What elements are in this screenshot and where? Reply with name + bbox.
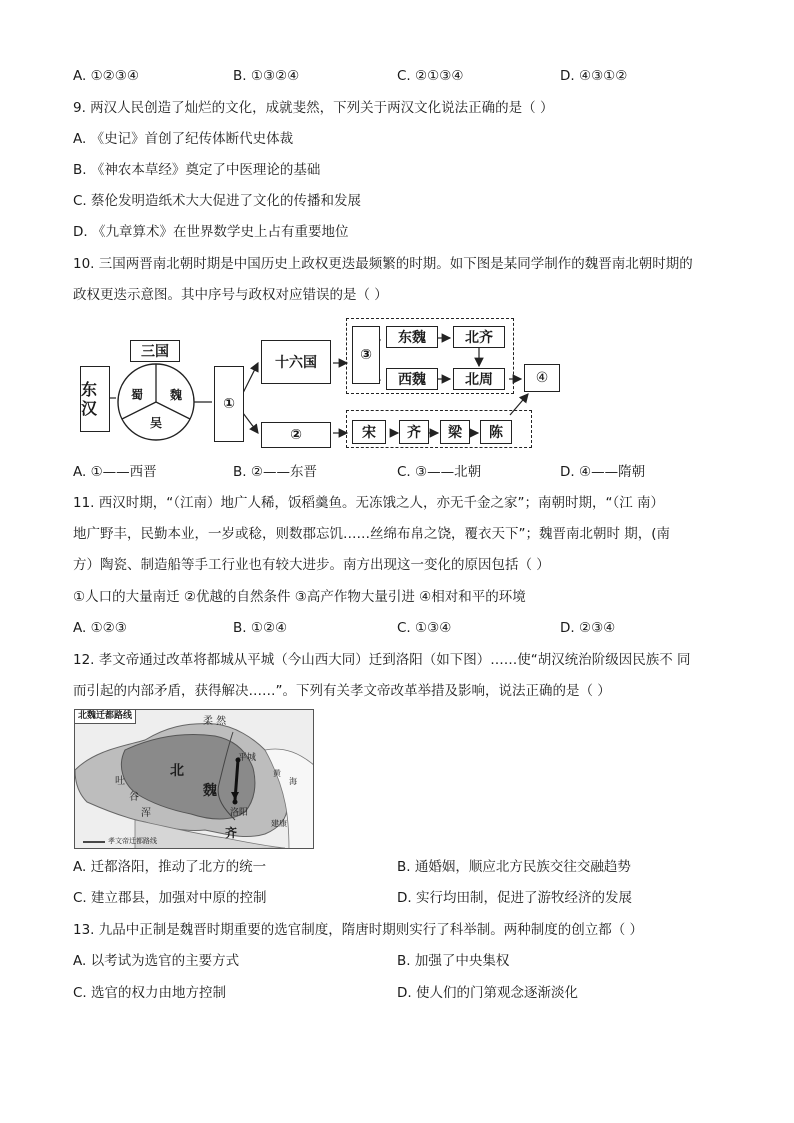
q8-option-c: C. ②①③④ [397,68,464,84]
q10-option-d: D. ④——隋朝 [560,464,646,480]
q11-line3: 方）陶瓷、制造船等手工行业也有较大进步。南方出现这一变化的原因包括（ ） [73,557,550,573]
q12-option-a: A. 迁都洛阳，推动了北方的统一 [73,859,267,875]
chen-box [480,420,512,444]
regime-succession-diagram [78,318,558,448]
northern-wei-capital-map [74,709,314,849]
q8-option-b: B. ①③②④ [233,68,300,84]
wu-label: 吴 [150,416,163,430]
q11-option-b: B. ①②④ [233,620,288,636]
q10-option-a: A. ①——西晋 [73,464,157,480]
q9-option-d: D. 《九章算术》在世界数学史上占有重要地位 [73,224,349,240]
q10-option-c: C. ③——北朝 [397,464,482,480]
map-legend-label: 孝文帝迁都路线 [108,837,157,845]
xiwei-box [386,368,438,390]
box-4 [524,364,560,392]
map-hun-label: 浑 [141,808,151,819]
q12-line1: 12. 孝文帝通过改革将都城从平城（今山西大同）迁到洛阳（如下图）……使“胡汉统治阶级因民族不 同 [73,652,691,668]
dongwei-box [386,326,438,348]
map-huang-label: 黄 [273,769,281,778]
q11-line2: 地广野丰，民勤本业，一岁或稔，则数郡忘饥……丝绵布帛之饶，覆衣天下”；魏晋南北朝时 期，(南 [73,526,671,542]
q8-option-a: A. ①②③④ [73,68,139,84]
box-1 [214,366,244,442]
sanguo-box [130,340,180,362]
q9-option-c: C. 蔡伦发明造纸术大大促进了文化的传播和发展 [73,193,362,209]
xiwei-label: 西魏 [398,372,426,388]
map-wei-label: 魏 [203,783,217,799]
q13-option-d: D. 使人们的门第观念逐渐淡化 [397,985,578,1001]
q10-option-b: B. ②——东晋 [233,464,317,480]
q11-option-d: D. ②③④ [560,620,616,636]
q13-option-b: B. 加强了中央集权 [397,953,510,969]
box-4-label: ④ [535,370,549,386]
shiliuguo-label: 十六国 [275,355,317,371]
q12-option-c: C. 建立郡县，加强对中原的控制 [73,890,267,906]
donghan-box [80,366,110,432]
donghan-label: 东汉 [81,380,98,418]
box-3 [352,326,380,384]
song-label: 宋 [362,425,376,441]
qi-box [399,420,429,444]
wei-label: 魏 [170,388,183,402]
q13-stem: 13. 九品中正制是魏晋时期重要的选官制度，隋唐时期则实行了科举制。两种制度的创立都（ ） [73,922,644,938]
shiliuguo-box [261,340,331,384]
song-box [352,420,386,444]
q12-line2: 而引起的内部矛盾，获得解决……”。下列有关孝文帝改革举措及影响，说法正确的是（ ） [73,683,611,699]
q9-stem: 9. 两汉人民创造了灿烂的文化，成就斐然，下列关于两汉文化说法正确的是（ ） [73,100,554,116]
map-tu-label: 吐 [115,776,125,787]
map-luoyang-label: 洛阳 [230,808,249,818]
chen-label: 陈 [489,425,503,441]
box-3-label: ③ [360,347,372,363]
map-gu-label: 谷 [129,792,139,803]
q9-option-b: B. 《神农本草经》奠定了中医理论的基础 [73,162,321,178]
map-rouran-label: 柔 然 [203,716,227,727]
q12-option-d: D. 实行均田制，促进了游牧经济的发展 [397,890,632,906]
map-jiankang-label: 建康 [271,819,287,828]
q12-option-b: B. 通婚姻，顺应北方民族交往交融趋势 [397,859,631,875]
box-2-label: ② [290,427,302,443]
q11-line4: ①人口的大量南迁 ②优越的自然条件 ③高产作物大量引进 ④相对和平的环境 [73,589,526,605]
q13-option-c: C. 选官的权力由地方控制 [73,985,227,1001]
sanguo-label: 三国 [141,344,169,360]
beizhou-label: 北周 [465,372,493,388]
box-1-label: ① [223,396,235,412]
dongwei-label: 东魏 [398,330,426,346]
q13-option-a: A. 以考试为选官的主要方式 [73,953,240,969]
q11-option-a: A. ①②③ [73,620,127,636]
q10-stem-line1: 10. 三国两晋南北朝时期是中国历史上政权更迭最频繁的时期。如下图是某同学制作的魏晋南北朝时期的 [73,256,693,272]
beiqi-label: 北齐 [465,330,493,346]
map-hai-label: 海 [289,777,297,786]
beiqi-box [453,326,505,348]
liang-label: 梁 [448,425,462,441]
map-bei-label: 北 [170,763,184,779]
liang-box [440,420,470,444]
q10-stem-line2: 政权更迭示意图。其中序号与政权对应错误的是（ ） [73,287,388,303]
q11-line1: 11. 西汉时期，“（江南）地广人稀，饭稻羹鱼。无冻饿之人，亦无千金之家”；南朝时期，“（江 南） [73,495,665,511]
map-title: 北魏迁都路线 [75,710,136,724]
q9-option-a: A. 《史记》首创了纪传体断代史体裁 [73,131,294,147]
beizhou-box [453,368,505,390]
box-2 [261,422,331,448]
map-pingcheng-label: 平城 [238,753,257,763]
q11-option-c: C. ①③④ [397,620,452,636]
q8-option-d: D. ④③①② [560,68,628,84]
qi-label: 齐 [407,425,421,441]
shu-label: 蜀 [131,388,144,402]
map-qi-label: 齐 [225,826,238,840]
